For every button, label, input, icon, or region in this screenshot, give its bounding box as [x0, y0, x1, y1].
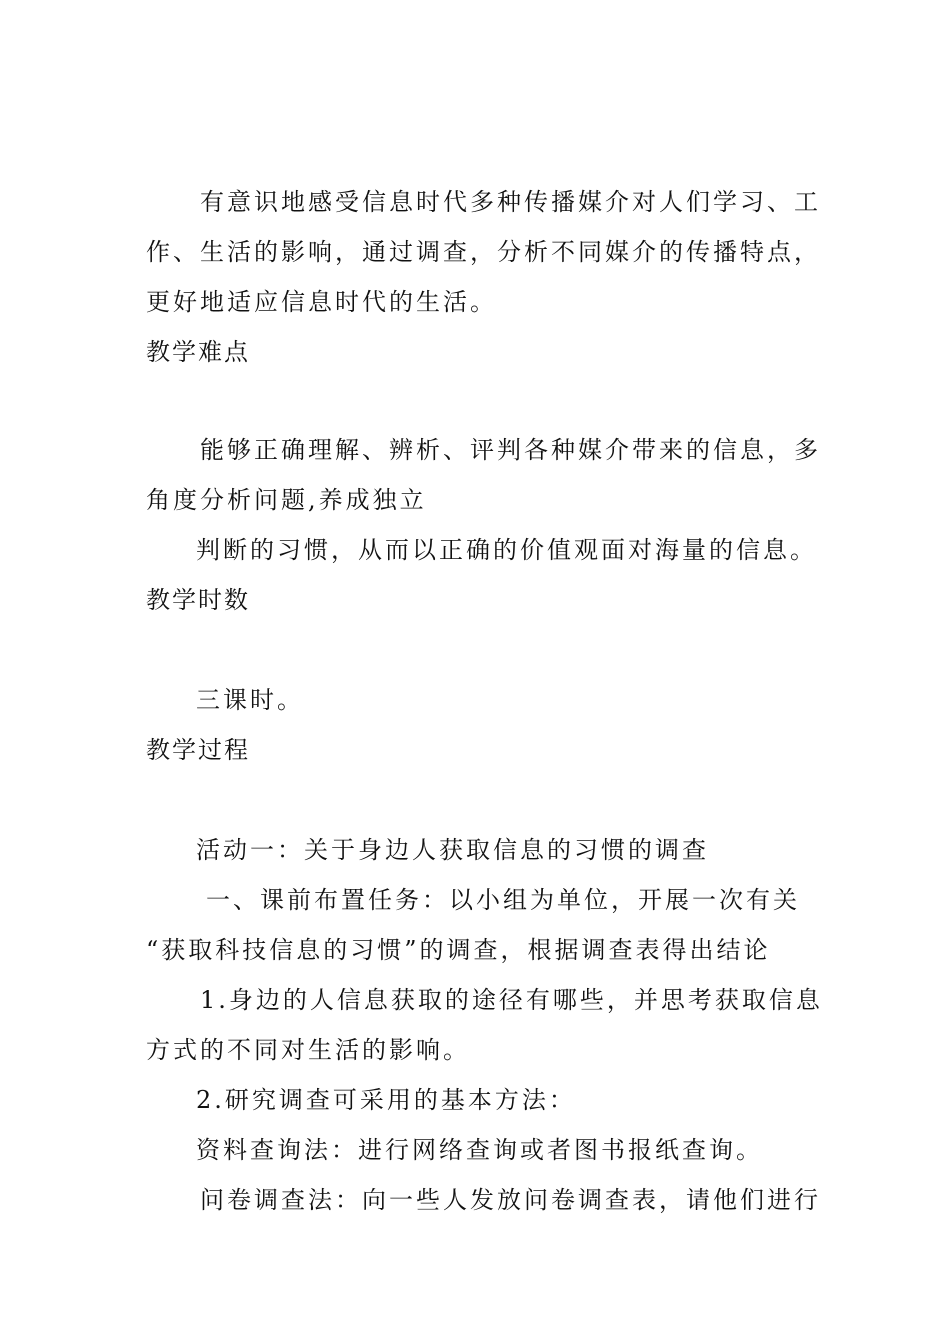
section-heading: 教学难点 [146, 338, 250, 366]
section-heading: 教学时数 [146, 586, 250, 614]
paragraph-line: 能够正确理解、辨析、评判各种媒介带来的信息，多 [200, 436, 821, 464]
paragraph-line: 更好地适应信息时代的生活。 [146, 288, 497, 316]
paragraph-line: 判断的习惯，从而以正确的价值观面对海量的信息。 [196, 536, 817, 564]
paragraph-line: 有意识地感受信息时代多种传播媒介对人们学习、工 [200, 188, 821, 216]
paragraph-line: 角度分析问题,养成独立 [146, 486, 427, 514]
paragraph-line: 问卷调查法：向一些人发放问卷调查表，请他们进行 [200, 1186, 821, 1214]
section-heading: 教学过程 [146, 736, 250, 764]
paragraph-line: 活动一：关于身边人获取信息的习惯的调查 [196, 836, 709, 864]
paragraph-line: 方式的不同对生活的影响。 [146, 1036, 470, 1064]
paragraph-line: 资料查询法：进行网络查询或者图书报纸查询。 [196, 1136, 763, 1164]
paragraph-line: 三课时。 [196, 686, 304, 714]
paragraph-line: 作、生活的影响，通过调查，分析不同媒介的传播特点， [146, 238, 821, 266]
paragraph-line: 2.研究调查可采用的基本方法： [196, 1086, 576, 1114]
paragraph-line: 1.身边的人信息获取的途径有哪些，并思考获取信息 [200, 986, 823, 1014]
paragraph-line: 一、课前布置任务：以小组为单位，开展一次有关 [206, 886, 800, 914]
paragraph-line: “获取科技信息的习惯”的调查，根据调查表得出结论 [146, 936, 771, 964]
